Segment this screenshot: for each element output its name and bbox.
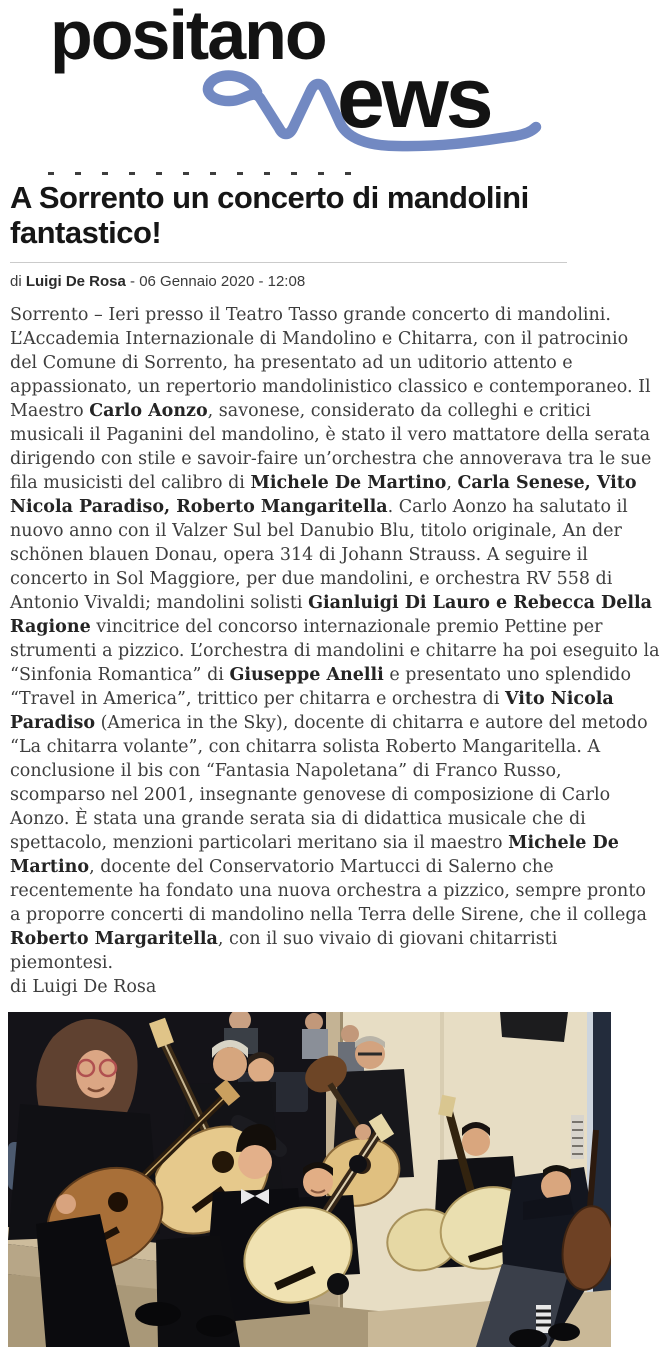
wall-vent bbox=[571, 1115, 584, 1159]
byline-prefix: di bbox=[10, 273, 26, 290]
byline-date-time: - 06 Gennaio 2020 - 12:08 bbox=[125, 273, 306, 290]
logo-word-ews: ews bbox=[337, 50, 491, 146]
article bbox=[0, 180, 672, 1347]
byline bbox=[10, 273, 672, 290]
article-body: Sorrento – Ieri presso il Teatro Tasso grande concerto di mandolini. L’Accademia Internazionale di Mandolino e Chitarra, con il patrocinio del Comune di Sorrento, ha presentato ad un uditorio attento e appassionato, un repertorio mandolinistico classico e contemporaneo. Il Maestro Carlo Aonzo, savonese, considerato da colleghi e critici musicali il Paganini del mandolino, è stato il vero mattatore della serata dirigendo con stile e savoir-faire un’orchestra che annoverava tra le sue fila musicisti del calibro di Michele De Martino, Carla Senese, Vito Nicola Paradiso, Roberto Mangaritella. Carlo Aonzo ha salutato il nuovo anno con il Valzer Sul bel Danubio Blu, titolo originale, An der schönen blauen Donau, opera 314 di Johann Strauss. A seguire il concerto in Sol Maggiore, per due mandolini, e orchestra RV 558 di Antonio Vivaldi; mandolini solisti Gianluigi Di Lauro e Rebecca Della Ragione vincitrice del concorso internazionale premio Pettine per strumenti a pizzico. L’orchestra di mandolini e chitarre ha poi eseguito la “Sinfonia Romantica” di Giuseppe Anelli e presentato uno splendido “Travel in America”, trittico per chitarra e orchestra di Vito Nicola Paradiso (America in the Sky), docente di chitarra e autore del metodo “La chitarra volante”, con chitarra solista Roberto Mangaritella. A conclusione il bis con “Fantasia Napoletana” di Franco Russo, scomparso nel 2001, insegnante genovese di composizione di Carlo Aonzo. È stata una grande serata sia di didattica musicale che di spettacolo, menzioni particolari meritano sia il maestro Michele De Martino, docente del Conservatorio Martucci di Salerno che recentemente ha fondato una nuova orchestra a pizzico, sempre pronto a proporre concerti di mandolino nella Terra delle Sirene, che il collega Roberto Margaritella, con il suo vivaio di giovani chitarristi piemontesi. bbox=[10, 305, 660, 973]
speaker-box bbox=[500, 1012, 568, 1042]
cropped-text-remnants bbox=[48, 172, 360, 175]
site-logo[interactable] bbox=[0, 0, 672, 168]
logo-word-positano: positano bbox=[50, 0, 326, 74]
byline-author: Luigi De Rosa bbox=[25, 273, 126, 290]
author-signature: di Luigi De Rosa bbox=[10, 977, 157, 997]
concert-photo-illustration bbox=[8, 1012, 611, 1347]
article-photo bbox=[8, 1012, 611, 1347]
striped-sock bbox=[536, 1305, 551, 1333]
title-divider bbox=[10, 262, 567, 263]
article-title: A Sorrento un concerto di mandolini fantastico! bbox=[10, 180, 529, 250]
